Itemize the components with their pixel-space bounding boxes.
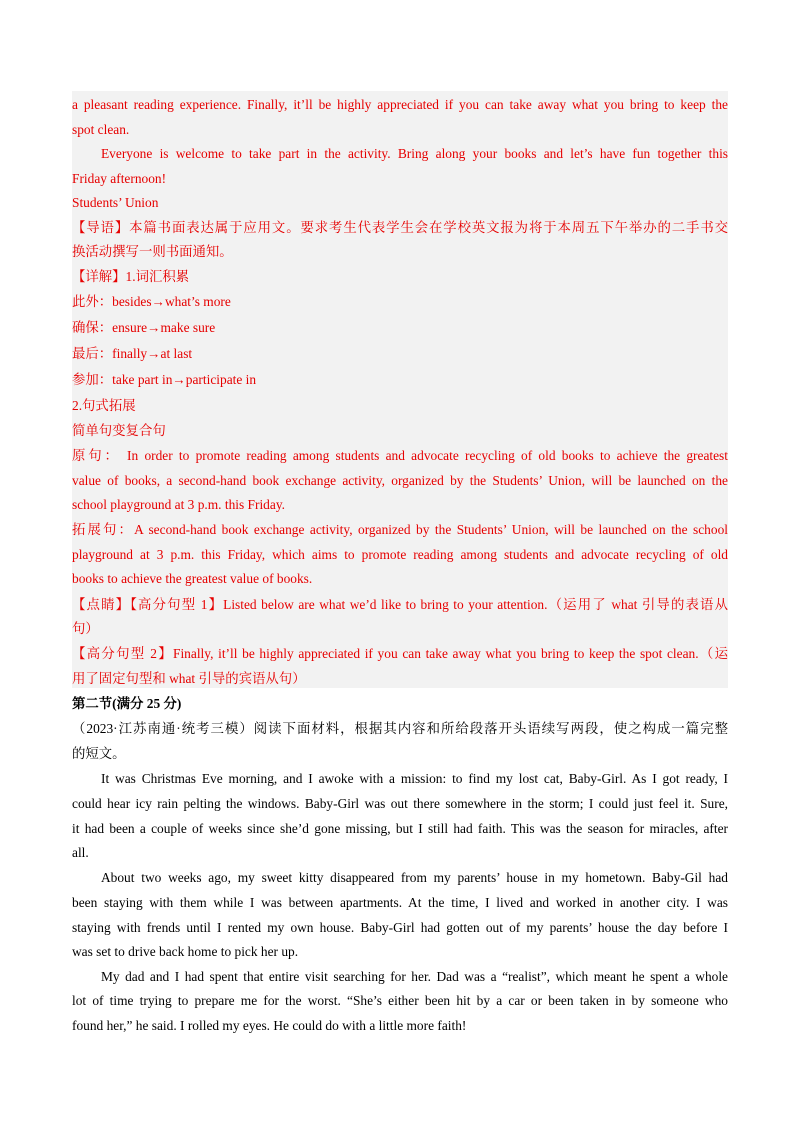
- tips-line: 【点睛】【高分句型 1】Listed below are what we’d like to bring to your attention.（运用了 what 引导的表语从: [72, 597, 728, 612]
- paragraph-line: About two weeks ago, my sweet kitty disappeared from my parents’ house in my hometown. Baby-Gil had: [101, 870, 728, 885]
- vocab-item: 确保：ensure→make sure: [72, 320, 216, 335]
- expanded-sentence-line: 拓展句：A second-hand book exchange activity, organized by the Students’ Union, will be launched on the school: [72, 522, 728, 537]
- original-sentence-line: 原句： In order to promote reading among students and advocate recycling of old books to achieve the greatest: [72, 448, 728, 463]
- answer-line: a pleasant reading experience. Finally, it’ll be highly appreciated if you can take away what you bring to keep the: [72, 97, 728, 112]
- answer-signature: Students’ Union: [72, 195, 159, 210]
- intro-line: （2023·江苏南通·统考三模）阅读下面材料，根据其内容和所给段落开头语续写两段，使之构成一篇完整: [72, 721, 728, 736]
- section-title: 第二节(满分 25 分): [72, 696, 182, 711]
- vocab-item: 参加：take part in→participate in: [72, 372, 257, 387]
- intro-line: 的短文。: [72, 746, 126, 761]
- paragraph-line: been staying with them while I was between apartments. At the time, I lived and worked in another city. I was: [72, 895, 728, 910]
- paragraph-line: it had been a couple of weeks since she’d gone missing, but I still had faith. This was the season for miracles, after: [72, 821, 728, 836]
- original-sentence-line: value of books, a second-hand book exchange activity, organized by the Students’ Union, will be launched on the: [72, 473, 728, 488]
- tips-line: 用了固定句型和 what 引导的宾语从句）: [72, 671, 306, 686]
- sentence-subheading: 简单句变复合句: [72, 423, 166, 438]
- tips-line: 句）: [72, 621, 99, 636]
- expanded-sentence-line: books to achieve the greatest value of books.: [72, 571, 313, 586]
- answer-line: spot clean.: [72, 122, 130, 137]
- guide-line: 【导语】本篇书面表达属于应用文。要求考生代表学生会在学校英文报为将于本周五下午举办的二手书交: [72, 220, 728, 235]
- paragraph-line: could hear icy rain pelting the windows. Baby-Girl was out there somewhere in the storm; I could just feel it. Sure,: [72, 796, 728, 811]
- guide-line: 换活动撰写一则书面通知。: [72, 244, 233, 259]
- answer-line: Everyone is welcome to take part in the activity. Bring along your books and let’s have fun together this: [101, 146, 728, 161]
- paragraph-line: was set to drive back home to pick her up.: [72, 944, 299, 959]
- paragraph-line: It was Christmas Eve morning, and I awoke with a mission: to find my lost cat, Baby-Girl. As I got ready, I: [101, 771, 728, 786]
- vocab-item: 此外：besides→what’s more: [72, 294, 231, 309]
- paragraph-line: My dad and I had spent that entire visit searching for her. Dad was a “realist”, which meant he spent a whole: [101, 969, 728, 984]
- original-sentence-line: school playground at 3 p.m. this Friday.: [72, 497, 285, 512]
- detail-heading: 【详解】1.词汇积累: [72, 269, 190, 284]
- paragraph-line: found her,” he said. I rolled my eyes. He could do with a little more faith!: [72, 1018, 467, 1033]
- paragraph-line: all.: [72, 845, 89, 860]
- answer-line: Friday afternoon!: [72, 171, 167, 186]
- paragraph-line: lot of time trying to prepare me for the worst. “She’s either been hit by a car or been taken in by someone who: [72, 993, 728, 1008]
- vocab-item: 最后：finally→at last: [72, 346, 193, 361]
- sentence-heading: 2.句式拓展: [72, 398, 136, 413]
- paragraph-line: staying with frends until I rented my own house. Baby-Girl had gotten out of my parents’ house the day before I: [72, 920, 728, 935]
- tips-line: 【高分句型 2】Finally, it’ll be highly appreciated if you can take away what you bring to keep the spot clean.（运: [72, 646, 728, 661]
- expanded-sentence-line: playground at 3 p.m. this Friday, which aims to promote reading among students and advocate recycling of old: [72, 547, 728, 562]
